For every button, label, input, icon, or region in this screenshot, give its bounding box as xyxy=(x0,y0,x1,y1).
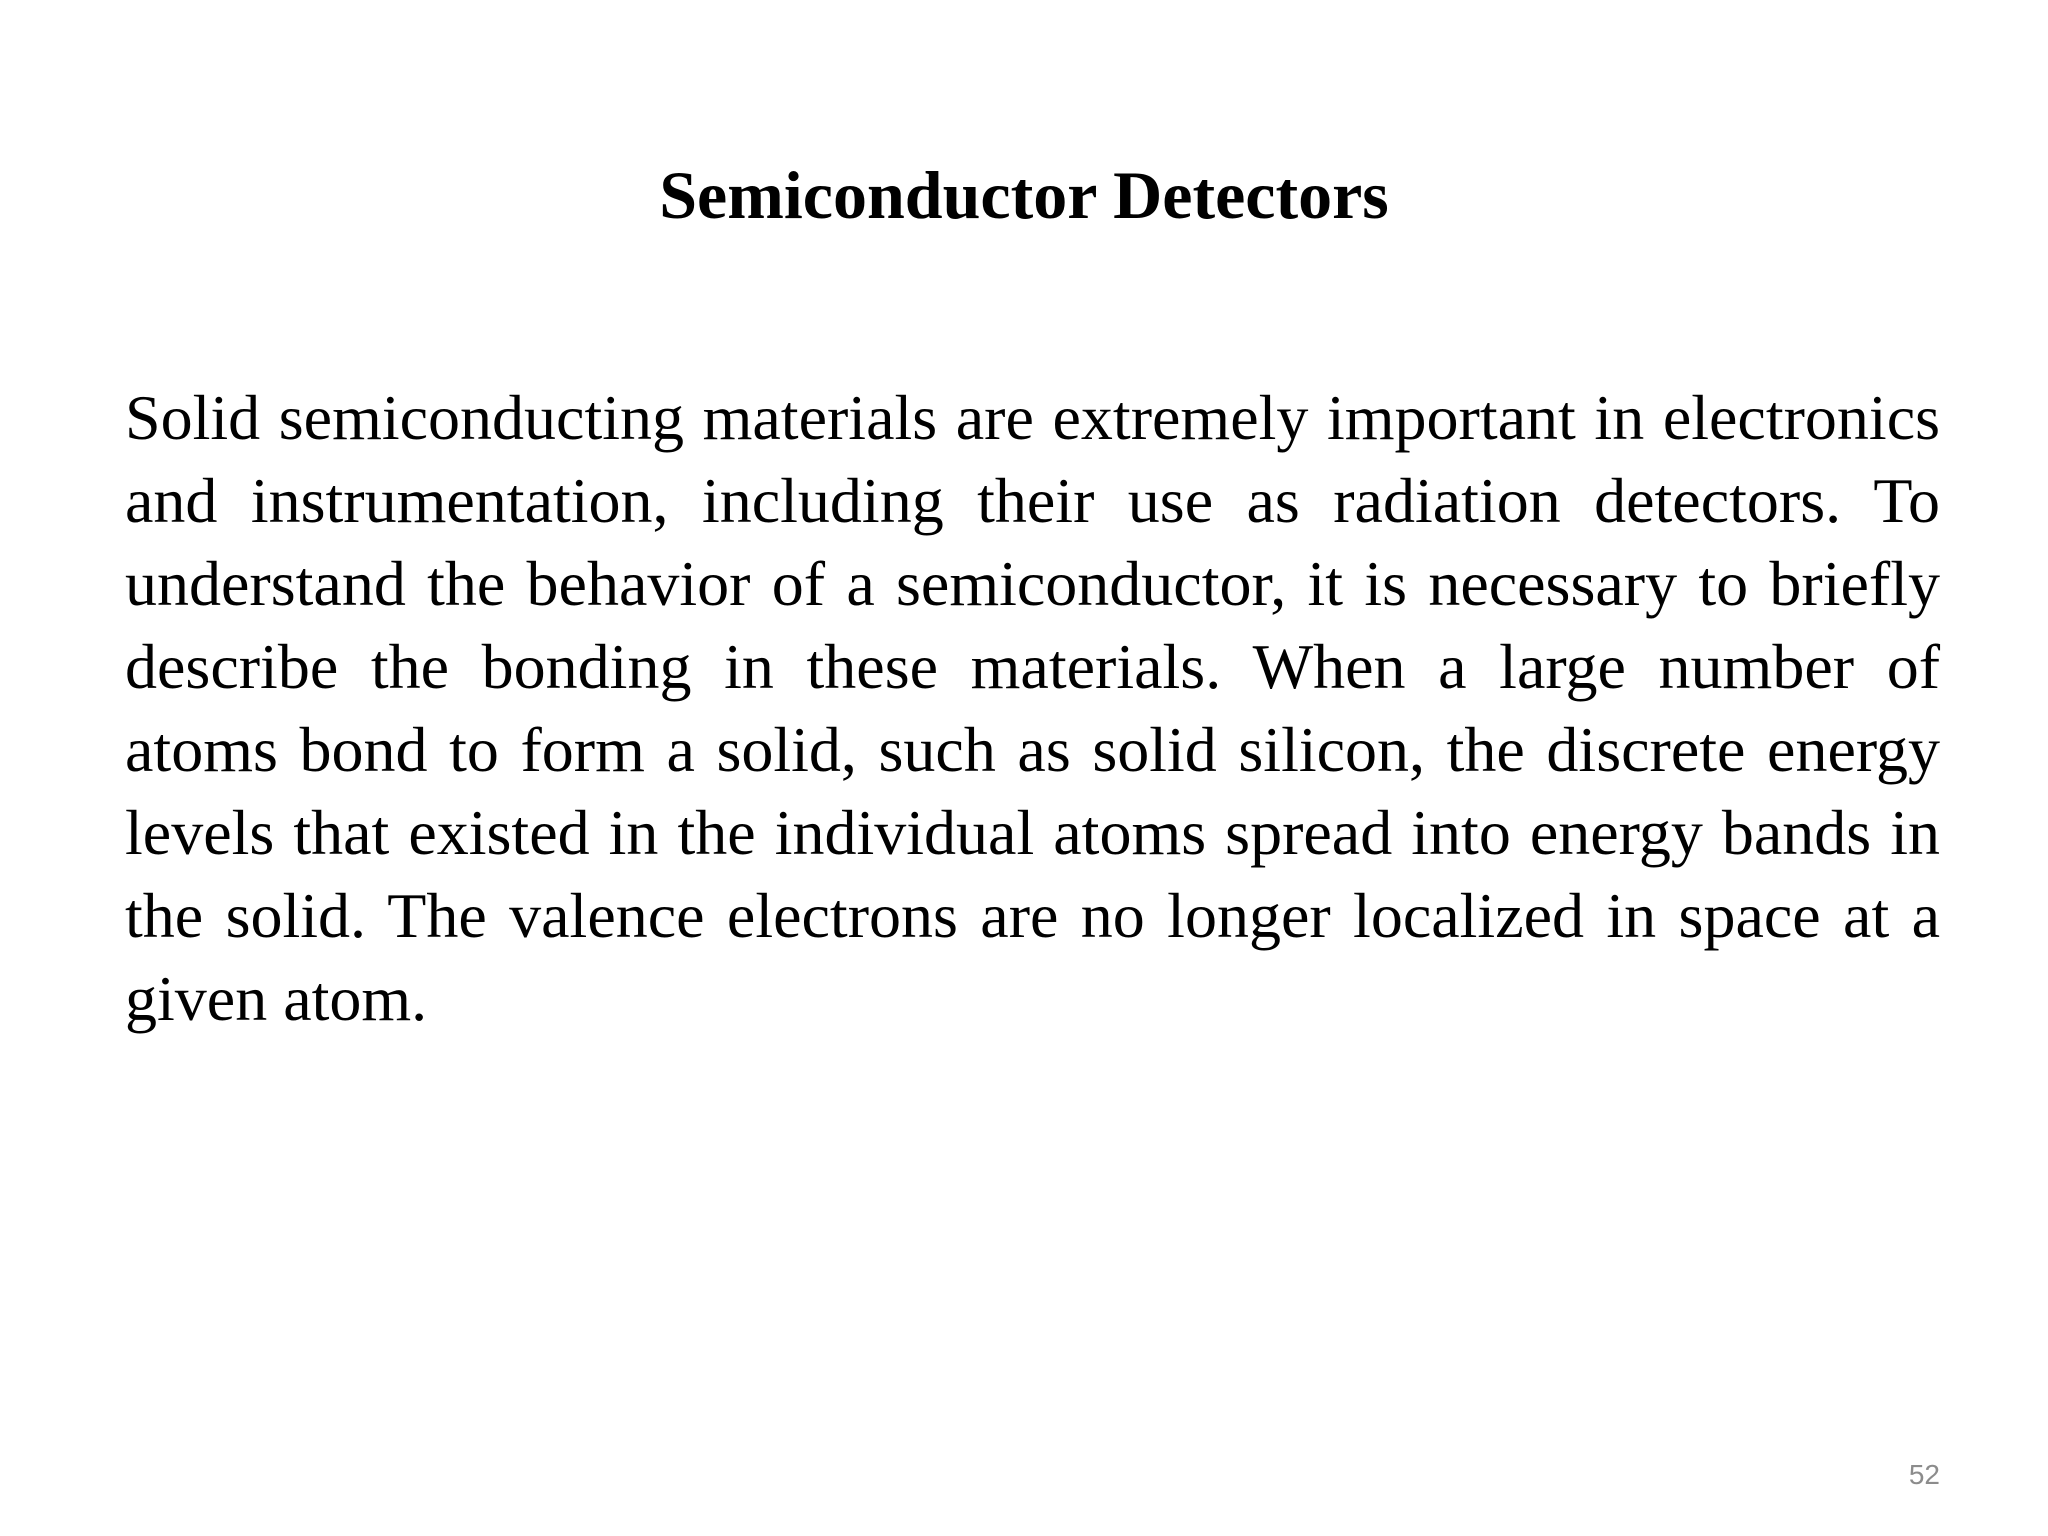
page-number: 52 xyxy=(1908,1459,1940,1490)
slide-body-paragraph: Solid semiconducting materials are extremely important in electronics and instrumentation, including their use as radiation detectors. To understand the behavior of a semiconductor, it is necessary to briefly describe the bonding in these materials. When a large number of atoms bond to form a solid, such as solid silicon, the discrete energy levels that existed in the individual atoms spread into energy bands in the solid. The valence electrons are no longer localized in space at a given atom. xyxy=(125,382,1940,1034)
slide-title: Semiconductor Detectors xyxy=(659,157,1389,233)
